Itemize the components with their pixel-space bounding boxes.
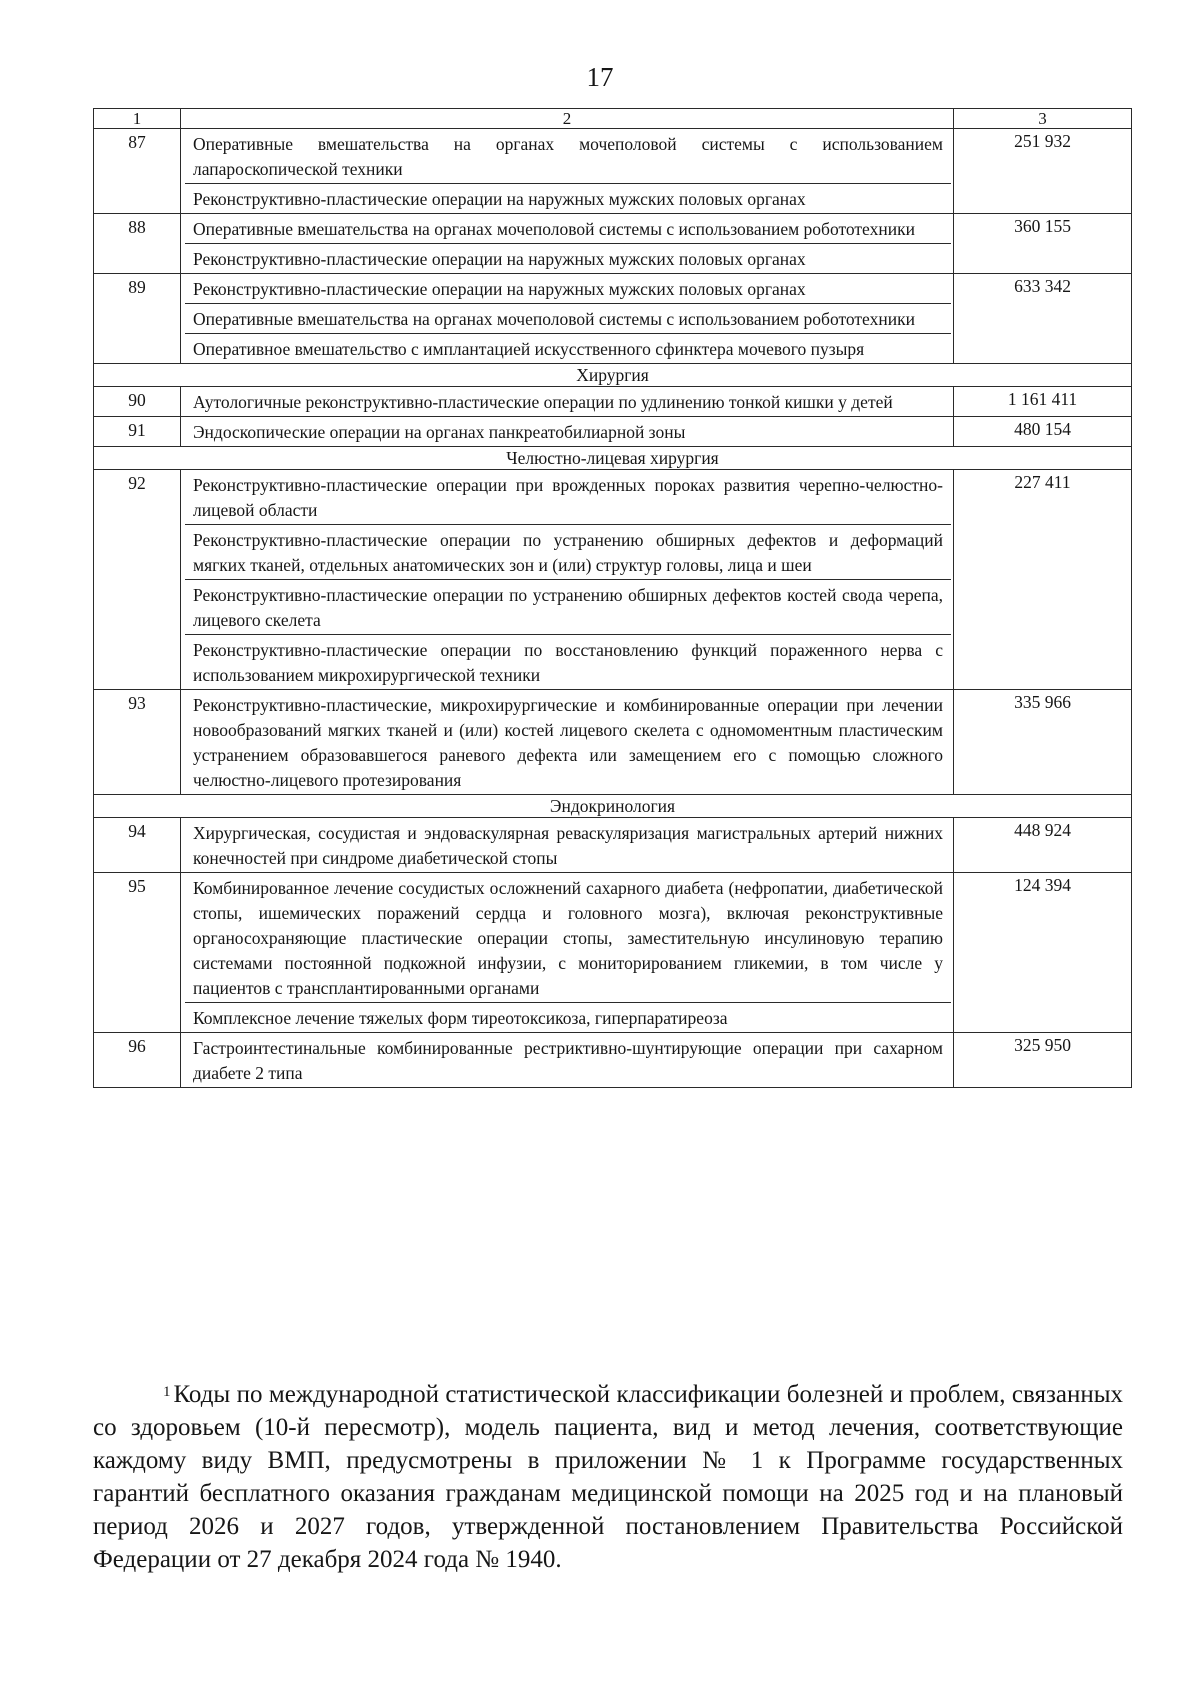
table-row — [94, 873, 1132, 1033]
row-number: 90 — [94, 387, 181, 417]
table-row — [94, 129, 1132, 214]
header-col-1: 1 — [94, 109, 181, 129]
vmp-description: Реконструктивно-пластические операции на наружных мужских половых органах — [193, 279, 806, 299]
vmp-description: Эндоскопические операции на органах панкреатобилиарной зоны — [193, 422, 686, 442]
vmp-description: Реконструктивно-пластические операции по восстановлению функций пораженного нерва с использованием микрохирургической техники — [185, 634, 951, 689]
vmp-description: Реконструктивно-пластические операции на наружных мужских половых органах — [185, 243, 951, 273]
vmp-table — [93, 108, 1132, 1088]
row-number: 89 — [94, 274, 181, 364]
section-header-row — [94, 447, 1132, 470]
row-descriptions — [181, 214, 954, 274]
row-descriptions — [181, 387, 954, 417]
row-number: 93 — [94, 690, 181, 795]
table-row — [94, 470, 1132, 690]
row-descriptions — [181, 470, 954, 690]
vmp-description: Оперативное вмешательство с имплантацией искусственного сфинктера мочевого пузыря — [185, 333, 951, 363]
vmp-table-body — [94, 109, 1132, 1088]
table-row — [94, 214, 1132, 274]
cost-value: 251 932 — [954, 129, 1132, 214]
vmp-description: Гастроинтестинальные комбинированные рестриктивно-шунтирующие операции при сахарном диабете 2 типа — [193, 1038, 943, 1083]
cost-value: 448 924 — [954, 818, 1132, 873]
row-descriptions — [181, 1033, 954, 1088]
table-row — [94, 274, 1132, 364]
row-descriptions — [181, 873, 954, 1033]
vmp-description: Оперативные вмешательства на органах мочеполовой системы с использованием робототехники — [185, 303, 951, 333]
table-row — [94, 387, 1132, 417]
row-descriptions — [181, 129, 954, 214]
cost-value: 480 154 — [954, 417, 1132, 447]
header-col-3: 3 — [954, 109, 1132, 129]
vmp-description: Аутологичные реконструктивно-пластические операции по удлинению тонкой кишки у детей — [193, 392, 893, 412]
table-header-row — [94, 109, 1132, 129]
vmp-description: Реконструктивно-пластические операции при врожденных пороках развития черепно-челюстно-лицевой области — [193, 475, 943, 520]
vmp-description: Реконструктивно-пластические операции по устранению обширных дефектов и деформаций мягких тканей, отдельных анатомических зон и (или) структур головы, лица и шеи — [185, 524, 951, 579]
vmp-description: Реконструктивно-пластические операции по устранению обширных дефектов костей свода черепа, лицевого скелета — [185, 579, 951, 634]
section-title: Эндокринология — [94, 795, 1132, 818]
vmp-description: Комплексное лечение тяжелых форм тиреотоксикоза, гиперпаратиреоза — [185, 1002, 951, 1032]
table-row — [94, 417, 1132, 447]
table-row — [94, 690, 1132, 795]
header-col-2: 2 — [181, 109, 954, 129]
row-number: 91 — [94, 417, 181, 447]
row-number: 88 — [94, 214, 181, 274]
vmp-description: Оперативные вмешательства на органах мочеполовой системы с использованием робототехники — [193, 219, 915, 239]
row-number: 92 — [94, 470, 181, 690]
section-title: Челюстно-лицевая хирургия — [94, 447, 1132, 470]
row-number: 96 — [94, 1033, 181, 1088]
section-header-row — [94, 795, 1132, 818]
table-row — [94, 818, 1132, 873]
footnote-mark: 1 — [163, 1384, 171, 1400]
row-number: 95 — [94, 873, 181, 1033]
row-number: 94 — [94, 818, 181, 873]
footnote — [93, 1378, 1123, 1576]
section-header-row — [94, 364, 1132, 387]
cost-value: 1 161 411 — [954, 387, 1132, 417]
vmp-description: Комбинированное лечение сосудистых осложнений сахарного диабета (нефропатии, диабетической стопы, ишемических поражений сердца и головного мозга), включая реконструктивные органосохраняющие пластические операции стопы, заместительную инсулиновую терапию системами постоянной подкожной инфузии, с мониторированием гликемии, в том числе у пациентов с трансплантированными органами — [193, 878, 943, 998]
cost-value: 325 950 — [954, 1033, 1132, 1088]
cost-value: 633 342 — [954, 274, 1132, 364]
vmp-description: Реконструктивно-пластические, микрохирургические и комбинированные операции при лечении новообразований мягких тканей и (или) костей лицевого скелета с одномоментным пластическим устранением образовавшегося раневого дефекта или замещением его с помощью сложного челюстно-лицевого протезирования — [193, 695, 943, 790]
cost-value: 227 411 — [954, 470, 1132, 690]
vmp-description: Оперативные вмешательства на органах мочеполовой системы с использованием лапароскопической техники — [193, 134, 943, 179]
vmp-description: Хирургическая, сосудистая и эндоваскулярная реваскуляризация магистральных артерий нижних конечностей при синдроме диабетической стопы — [193, 823, 943, 868]
row-descriptions — [181, 417, 954, 447]
vmp-description: Реконструктивно-пластические операции на наружных мужских половых органах — [185, 183, 951, 213]
cost-value: 124 394 — [954, 873, 1132, 1033]
cost-value: 335 966 — [954, 690, 1132, 795]
footnote-text: Коды по международной статистической классификации болезней и проблем, связанных со здоровьем (10-й пересмотр), модель пациента, вид и метод лечения, соответствующие каждому виду ВМП, предусмотрены в приложении № 1 к Программе государственных гарантий бесплатного оказания гражданам медицинской помощи на 2025 год и на плановый период 2026 и 2027 годов, утвержденной постановлением Правительства Российской Федерации от 27 декабря 2024 года № 1940. — [93, 1381, 1123, 1573]
cost-value: 360 155 — [954, 214, 1132, 274]
row-descriptions — [181, 274, 954, 364]
section-title: Хирургия — [94, 364, 1132, 387]
row-descriptions — [181, 818, 954, 873]
row-descriptions — [181, 690, 954, 795]
page-number: 17 — [586, 62, 614, 92]
table-row — [94, 1033, 1132, 1088]
row-number: 87 — [94, 129, 181, 214]
